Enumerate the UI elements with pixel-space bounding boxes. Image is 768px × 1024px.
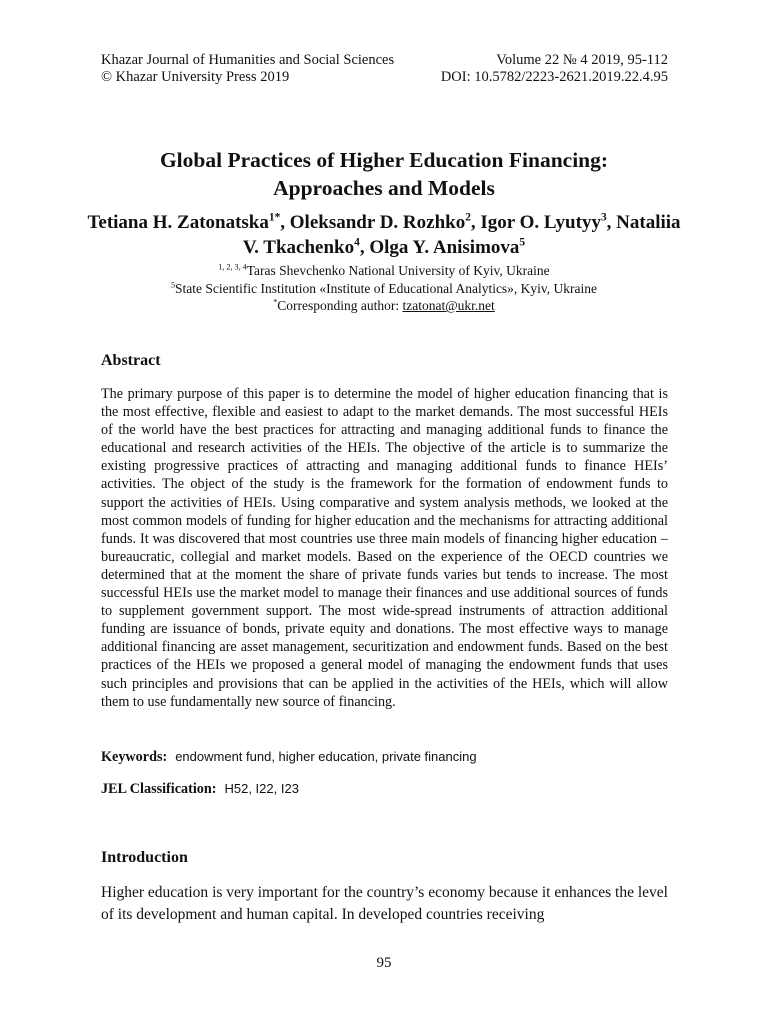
abstract-heading: Abstract xyxy=(101,352,161,369)
author-list xyxy=(80,210,688,260)
affiliations xyxy=(80,262,688,315)
author-name: Oleksandr D. Rozhko xyxy=(289,212,466,233)
journal-name: Khazar Journal of Humanities and Social Sciences xyxy=(101,52,395,68)
corresponding-mark: * xyxy=(273,297,278,307)
affiliation-mark: 1, 2, 3, 4 xyxy=(218,262,247,272)
keywords-label: Keywords: xyxy=(101,749,168,765)
affiliation-text: State Scientific Institution «Institute of Educational Analytics», Kyiv, Ukraine xyxy=(175,280,598,296)
running-header xyxy=(101,52,668,86)
author-separator: , xyxy=(606,212,617,233)
author-mark: 5 xyxy=(519,236,526,249)
author-separator: , xyxy=(280,212,290,233)
keywords-value: endowment fund, higher education, private financing xyxy=(175,749,477,764)
author-mark: 3 xyxy=(600,211,607,224)
affiliation-mark: 5 xyxy=(170,280,175,289)
author-mark: 4 xyxy=(354,236,360,249)
corresponding-label: Corresponding author: xyxy=(277,298,403,313)
jel-label: JEL Classification: xyxy=(101,781,217,797)
doi: DOI: 10.5782/2223-2621.2019.22.4.95 xyxy=(440,69,668,85)
affiliation-text: Taras Shevchenko National University of Kyiv, Ukraine xyxy=(246,263,550,278)
introduction-heading: Introduction xyxy=(101,849,188,866)
author-name: Olga Y. Anisimova xyxy=(369,237,520,258)
paper-title xyxy=(80,146,688,202)
title-line-1: Global Practices of Higher Education Financing: xyxy=(159,148,609,172)
author-mark: 1* xyxy=(268,211,281,224)
title-line-2: Approaches and Models xyxy=(273,176,495,200)
corresponding-email-link[interactable]: tzatonat@ukr.net xyxy=(402,298,495,313)
volume-info: Volume 22 № 4 2019, 95-112 xyxy=(496,52,668,68)
affiliation-2 xyxy=(80,280,688,298)
author-mark: 2 xyxy=(465,211,471,224)
author-name: Igor O. Lyutyy xyxy=(480,212,601,233)
keywords-line xyxy=(101,748,477,766)
corresponding-author xyxy=(80,297,688,315)
page-number: 95 xyxy=(376,955,392,971)
author-name: Tetiana H. Zatonatska xyxy=(87,212,269,233)
introduction-text: Higher education is very important for the country’s economy because it enhances the level of its development and human capital. In developed countries receiving xyxy=(101,884,668,923)
jel-value: H52, I22, I23 xyxy=(224,781,299,796)
author-separator: , xyxy=(470,212,481,233)
jel-line xyxy=(101,780,299,798)
author-name: Nataliia V. Tkachenko xyxy=(242,212,681,258)
affiliation-1 xyxy=(80,262,688,280)
author-separator: , xyxy=(359,237,370,258)
abstract-text: The primary purpose of this paper is to determine the model of higher education financing that is the most effective, flexible and easiest to adapt to the market demands. The most successful HEIs of the world have the best practices for attracting and managing additional funds to finance the educational and research activities of the HEIs. The objective of the article is to summarize the existing progressive practices of attracting and managing additional funds to finance HEIs’ activities. The object of the study is the framework for the formation of endowment funds to support the activities of HEIs. Using comparative and system analysis methods, we looked at the most common models of funding for higher education and the mechanisms for attracting additional funds. It was discovered that most countries use three main models of financing higher education – bureaucratic, collegial and market models. Based on the experience of the OECD countries we determined that at the moment the share of private funds varies but tends to increase. The most successful HEIs use the market model to manage their finances and use additional sources of funds to supplement government support. The most wide-spread instruments of attraction additional funding are issuance of bonds, private equity and donations. The most effective ways to manage additional financing are asset management, securitization and endowment funds. Based on the best practices of the HEIs we proposed a general model of managing the endowment funds that uses such principles and provisions that can be applied in the activities of the HEIs, which will allow them to use fundamentally new source of financing. xyxy=(101,386,668,710)
publisher-copyright: © Khazar University Press 2019 xyxy=(101,69,290,85)
